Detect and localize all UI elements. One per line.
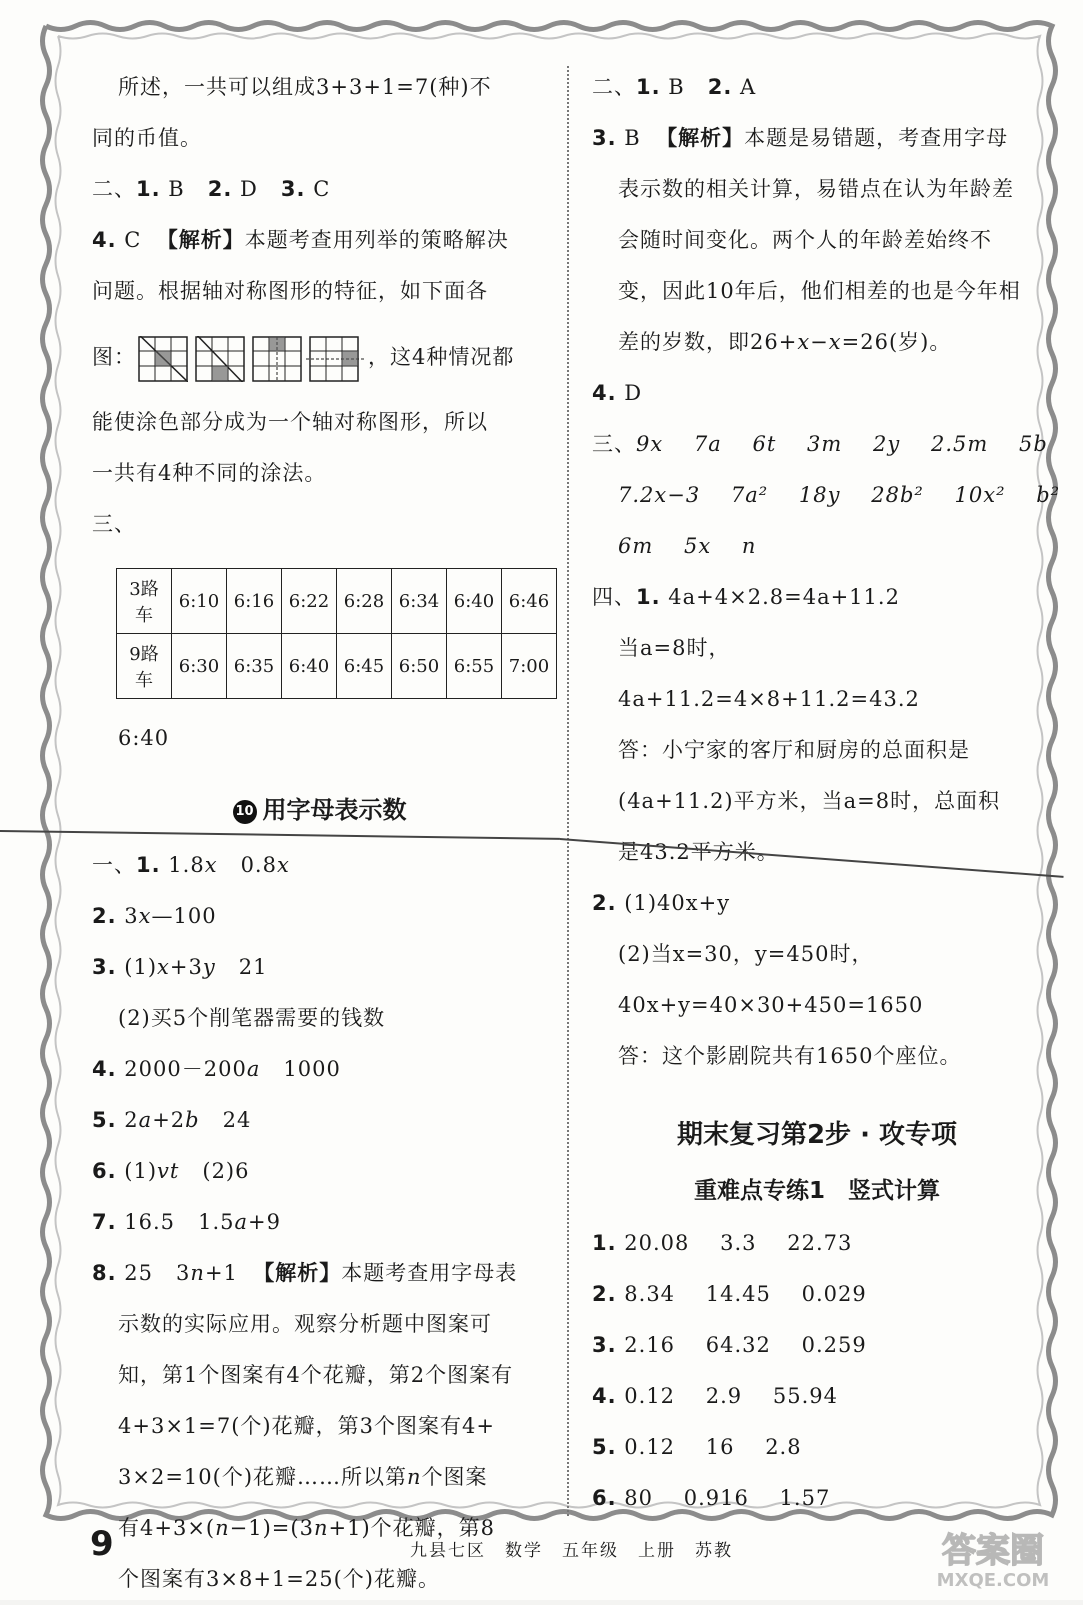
expr: 7.2x−3 [618,483,701,507]
text-line: 示数的实际应用。观察分析题中图案可 [118,1312,492,1336]
expr: 7a² [730,483,769,507]
table-cell: 6:10 [172,569,227,634]
var: x [797,330,811,354]
var: x [276,853,290,877]
table-cell: 6:40 [447,569,502,634]
text-span: 1.5 [198,1210,235,1234]
var: x [138,904,152,928]
text-line: 知，第1个图案有4个花瓣，第2个图案有 [118,1363,514,1387]
q-num: 7. [92,1210,117,1234]
var: n [215,1516,230,1540]
text-line: (2)当x=30，y=450时， [618,942,874,966]
section-head: 一、 [92,853,136,877]
table-cell: 9路车 [117,634,172,699]
table-cell: 6:35 [227,634,282,699]
answer-line-q4 [92,215,547,266]
expr-line [592,470,1061,521]
q-num: 2. [92,904,117,928]
section-title-text: 用字母表示数 [262,796,407,824]
answer-line [592,113,1042,164]
q-num: 1. [592,1231,617,1255]
q-num: 1. [136,853,161,877]
text-span: 2 [124,1108,139,1132]
q-num: 3. [92,955,117,979]
text-span: 2000－200 [124,1057,247,1081]
text-line [92,113,547,164]
expr: 6t [752,432,777,456]
text-span: 16.5 [124,1210,176,1234]
table-cell: 6:16 [227,569,282,634]
value: 2.16 [624,1333,676,1357]
text-span: 图： [92,345,136,369]
answer: B [624,126,641,150]
answer-line-part2 [92,164,547,215]
table-cell: 6:28 [337,569,392,634]
answer-line [92,1248,547,1299]
value: 8.34 [624,1282,676,1306]
text-span: 3×2=10(个)花瓣……所以第 [118,1465,408,1489]
value: 2.9 [705,1384,743,1408]
q-num: 1. [636,585,661,609]
expr: 5b [1018,432,1048,456]
var: x [828,330,842,354]
text-span: (2)6 [202,1159,250,1183]
table-cell: 6:34 [392,569,447,634]
text-span: 有4+3×( [118,1516,216,1540]
calc-line [592,1371,1042,1422]
expr: 28b² [871,483,924,507]
expr: b² [1036,483,1061,507]
q-num: 4. [592,381,617,405]
watermark-text: 答案圈 [942,1531,1044,1571]
q-num: 3. [592,126,617,150]
answer: D [624,381,643,405]
watermark-sub: MXQE.COM [936,1570,1050,1591]
table-cell: 3路车 [117,569,172,634]
text-line: 4+3×1=7(个)花瓣，第3个图案有4+ [118,1414,495,1438]
value: 0.916 [683,1486,749,1510]
q-num: 8. [92,1261,117,1285]
q-num: 6. [592,1486,617,1510]
text-line: 变，因此10年后，他们相差的也是今年相 [618,279,1021,303]
expr: 3m [807,432,843,456]
text-span: —100 [151,904,217,928]
grid-figure-2 [192,336,248,382]
answer-line [92,942,547,993]
analysis-tag: 【解析】 [253,1261,342,1285]
answer: C [124,228,142,252]
var: x [157,955,170,979]
value: 16 [705,1435,735,1459]
q-num: 3. [280,177,306,201]
text-span: (1) [124,955,158,979]
section-head: 二、 [92,177,136,201]
q-num: 2. [207,177,233,201]
var: a [246,1057,261,1081]
text-span: +9 [248,1210,281,1234]
text-line [92,1452,547,1503]
text-span: 3 [176,1261,191,1285]
q-num: 1. [136,177,161,201]
value: 3.3 [720,1231,757,1255]
answer-line [592,368,1042,419]
text-line: 当a=8时， [618,636,731,660]
answer-line [592,62,1042,113]
value: 0.259 [801,1333,867,1357]
text-line: 能使涂色部分成为一个轴对称图形，所以 [92,410,488,434]
section-head: 二、 [592,75,636,99]
section-number-badge: 10 [233,800,257,824]
var: n [407,1465,422,1489]
expr: 7a [693,432,722,456]
table-row [117,634,557,699]
expr: 5x [683,534,712,558]
q-num: 3. [592,1333,617,1357]
text-line: 是43.2平方米。 [618,840,779,864]
grid-figure-1 [138,336,188,382]
q-num: 6. [92,1159,117,1183]
expr: n [741,534,757,558]
value: 20.08 [624,1231,690,1255]
calc-line [592,1473,1042,1524]
text-span: 个图案 [421,1465,488,1489]
q-num: 2. [707,75,733,99]
calc-line [592,1320,1042,1371]
text-span: 同的币值。 [92,126,202,150]
value: 0.12 [624,1384,676,1408]
answer: B [168,177,185,201]
value: 22.73 [787,1231,853,1255]
column-divider [567,66,569,1516]
answer-line [92,891,547,942]
expr-line [592,419,1048,470]
text-span: (1) [124,1159,158,1183]
calc-line [592,1422,1042,1473]
text-span: 本题考查用列举的策略解决 [244,228,509,252]
text-span: (1)40x+y [624,891,731,915]
grid-figure-3 [252,336,302,382]
text-span: 差的岁数，即26+ [618,330,798,354]
expr: 2.5m [930,432,989,456]
expr: 6m [618,534,654,558]
q-num: 2. [592,1282,617,1306]
section-head: 三、 [92,512,136,536]
section-head: 四、 [592,585,636,609]
answer-line [92,840,547,891]
text-span: 4a+4×2.8=4a+11.2 [668,585,900,609]
expr: 2y [873,432,901,456]
q-num: 5. [92,1108,117,1132]
text-line: 表示数的相关计算，易错点在认为年龄差 [618,177,1014,201]
value: 0.029 [801,1282,867,1306]
value: 1.57 [779,1486,831,1510]
value: 55.94 [772,1384,838,1408]
var: a [234,1210,249,1234]
value: 2.8 [765,1435,802,1459]
table-row [117,569,557,634]
chapter-title: 期末复习第2步 · 攻专项 [676,1120,958,1150]
page-number: 9 [90,1524,114,1564]
text-span: +2 [152,1108,186,1132]
text-line: 个图案有3×8+1=25(个)花瓣。 [118,1567,440,1591]
calc-line [592,1218,1042,1269]
right-column [592,62,1061,1524]
var: n [190,1261,205,1285]
value: 64.32 [705,1333,771,1357]
analysis-tag: 【解析】 [156,228,245,252]
footer-text: 九县七区 数学 五年级 上册 苏教 [410,1541,733,1561]
q-num: 1. [636,75,661,99]
section-head-line [92,499,547,550]
text-line: 4a+11.2=4×8+11.2=43.2 [618,687,920,711]
answer-line [592,878,1042,929]
answer: A [740,75,757,99]
analysis-tag: 【解析】 [656,126,745,150]
text-span: =26(岁)。 [841,330,952,354]
watermark-logo [913,1522,1073,1592]
text-span: +1)个花瓣，第8 [328,1516,495,1540]
text-line: (2)买5个削笔器需要的钱数 [118,1006,386,1030]
bus-schedule-table [116,568,557,699]
var: n [313,1516,329,1540]
table-cell: 6:55 [447,634,502,699]
table-cell: 6:50 [392,634,447,699]
answer: D [240,177,258,201]
value: 80 [624,1486,654,1510]
text-span: +1 [204,1261,238,1285]
expr: 9x [636,432,664,456]
text-span: ，这4种情况都 [368,345,515,369]
text-span: 24 [222,1108,252,1132]
q-num: 4. [592,1384,617,1408]
text-span: 本题是易错题，考查用字母 [744,126,1009,150]
table-cell: 6:22 [282,569,337,634]
grid-figure-4 [306,336,366,382]
q-num: 4. [92,228,117,252]
section-title [92,780,547,840]
var: b [185,1108,200,1132]
text-span: 21 [238,955,268,979]
table-cell: 6:46 [502,569,557,634]
text-line: 答：小宁家的客厅和厨房的总面积是 [618,738,970,762]
answer-line [92,1044,547,1095]
var: vt [157,1159,180,1183]
table-cell: 6:40 [282,634,337,699]
answer-line [92,1197,547,1248]
figure-line [92,317,547,397]
section-head: 三、 [592,432,636,456]
table-cell: 6:45 [337,634,392,699]
var: x [204,853,218,877]
answer: C [313,177,331,201]
expr-line [592,521,1042,572]
var: a [138,1108,153,1132]
text-span: 25 [124,1261,154,1285]
var: y [202,955,216,979]
q-num: 5. [592,1435,617,1459]
q-num: 2. [592,891,617,915]
table-cell: 6:30 [172,634,227,699]
text-span: 0.8 [240,853,277,877]
value: 0.12 [624,1435,676,1459]
expr: 18y [798,483,841,507]
text-line: 一共有4种不同的涂法。 [92,461,327,485]
subsection-title: 重难点专练1 竖式计算 [693,1178,940,1204]
text-line: 问题。根据轴对称图形的特征，如下面各 [92,279,488,303]
text-line [592,317,1042,368]
text-line: (4a+11.2)平方米，当a=8时，总面积 [618,789,1001,813]
text-span: 3 [124,904,139,928]
text-span: +3 [169,955,203,979]
text-line: 所述，一共可以组成3+3+1=7(种)不 [118,75,492,99]
answer: B [668,75,685,99]
answer-line [92,1095,547,1146]
value: 14.45 [705,1282,771,1306]
text-span: 本题考查用字母表 [341,1261,518,1285]
text-line: 40x+y=40×30+450=1650 [618,993,924,1017]
q-num: 4. [92,1057,117,1081]
text-line: 6:40 [118,726,170,750]
text-line: 答：这个影剧院共有1650个座位。 [618,1044,962,1068]
text-span: − [810,330,829,354]
text-span: 1.8 [168,853,205,877]
expr: 10x² [954,483,1006,507]
text-line: 会随时间变化。两个人的年龄差始终不 [618,228,992,252]
text-span: −1)=(3 [229,1516,314,1540]
text-span: 1000 [283,1057,341,1081]
table-cell: 7:00 [502,634,557,699]
answer-line [592,572,1042,623]
answer-line [92,1146,547,1197]
calc-line [592,1269,1042,1320]
